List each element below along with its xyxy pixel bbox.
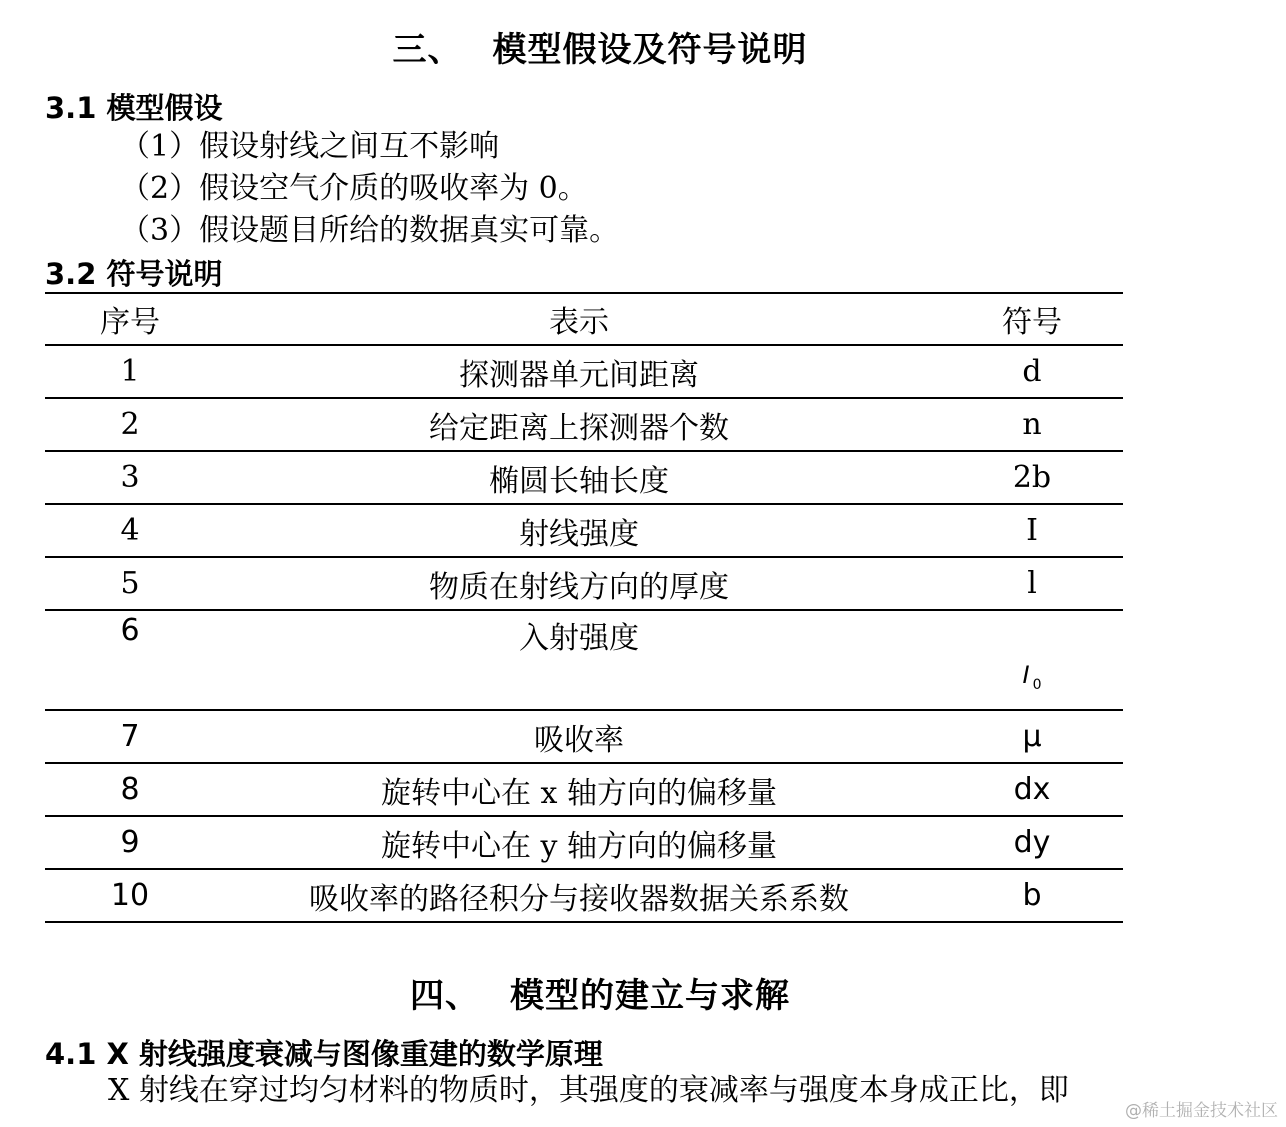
assumption-item: （1）假设射线之间互不影响 (120, 129, 500, 164)
row-meaning: 给定距离上探测器个数 (217, 398, 941, 451)
row-index: 2 (45, 398, 217, 451)
row-index: 10 (45, 869, 217, 922)
header-index: 序号 (45, 293, 217, 345)
row-meaning: 探测器单元间距离 (217, 345, 941, 398)
row-index: 8 (45, 763, 217, 816)
table-row (45, 557, 1123, 610)
row-meaning: 吸收率的路径积分与接收器数据关系系数 (217, 869, 941, 922)
row-meaning: 吸收率 (217, 710, 941, 763)
table-row (45, 763, 1123, 816)
row-symbol: d (941, 345, 1123, 398)
table-row (45, 504, 1123, 557)
assumption-item: （3）假设题目所给的数据真实可靠。 (120, 213, 620, 248)
row-meaning: 射线强度 (217, 504, 941, 557)
row-meaning: 物质在射线方向的厚度 (217, 557, 941, 610)
row-meaning: 旋转中心在 y 轴方向的偏移量 (217, 816, 941, 869)
subsection-4-1-heading: 4.1 X 射线强度衰减与图像重建的数学原理 (45, 1037, 603, 1071)
subsection-4-1-body: X 射线在穿过均匀材料的物质时，其强度的衰减率与强度本身成正比，即 (108, 1073, 1069, 1108)
row-symbol: b (941, 869, 1123, 922)
row-meaning: 旋转中心在 x 轴方向的偏移量 (217, 763, 941, 816)
row-symbol: μ (941, 710, 1123, 763)
row-symbol: dx (941, 763, 1123, 816)
table-header-row (45, 293, 1123, 345)
row-symbol: l (941, 557, 1123, 610)
section-4-heading (0, 968, 1200, 1017)
row-index: 1 (45, 345, 217, 398)
row-index: 4 (45, 504, 217, 557)
section-3-heading (0, 22, 1200, 71)
row-index: 7 (45, 710, 217, 763)
table-row (45, 610, 1123, 710)
header-meaning: 表示 (217, 293, 941, 345)
row-index: 3 (45, 451, 217, 504)
symbol-subscript: 0 (1032, 677, 1042, 693)
row-symbol: 2b (941, 451, 1123, 504)
section-4-title: 模型的建立与求解 (510, 976, 790, 1016)
symbol-table (45, 292, 1123, 923)
subsection-3-2-heading: 3.2 符号说明 (45, 257, 223, 291)
row-symbol: dy (941, 816, 1123, 869)
row-meaning: 入射强度 (217, 610, 941, 710)
watermark-text: @稀土掘金技术社区 (1125, 1101, 1278, 1121)
table-row (45, 869, 1123, 922)
assumption-item: （2）假设空气介质的吸收率为 0。 (120, 171, 588, 206)
table-row (45, 345, 1123, 398)
symbol-main: I (1022, 661, 1030, 689)
row-meaning: 椭圆长轴长度 (217, 451, 941, 504)
table-row (45, 398, 1123, 451)
row-index: 9 (45, 816, 217, 869)
section-4-number: 四、 (410, 976, 480, 1016)
subsection-3-1-heading: 3.1 模型假设 (45, 91, 223, 125)
section-3-title: 模型假设及符号说明 (492, 30, 808, 70)
row-symbol: I (941, 504, 1123, 557)
row-index: 6 (45, 610, 217, 710)
header-symbol: 符号 (941, 293, 1123, 345)
row-symbol: n (941, 398, 1123, 451)
section-3-number: 三、 (392, 30, 463, 70)
assumption-list (120, 126, 619, 252)
row-symbol (941, 610, 1123, 710)
table-row (45, 710, 1123, 763)
table-row (45, 816, 1123, 869)
table-row (45, 451, 1123, 504)
row-index: 5 (45, 557, 217, 610)
